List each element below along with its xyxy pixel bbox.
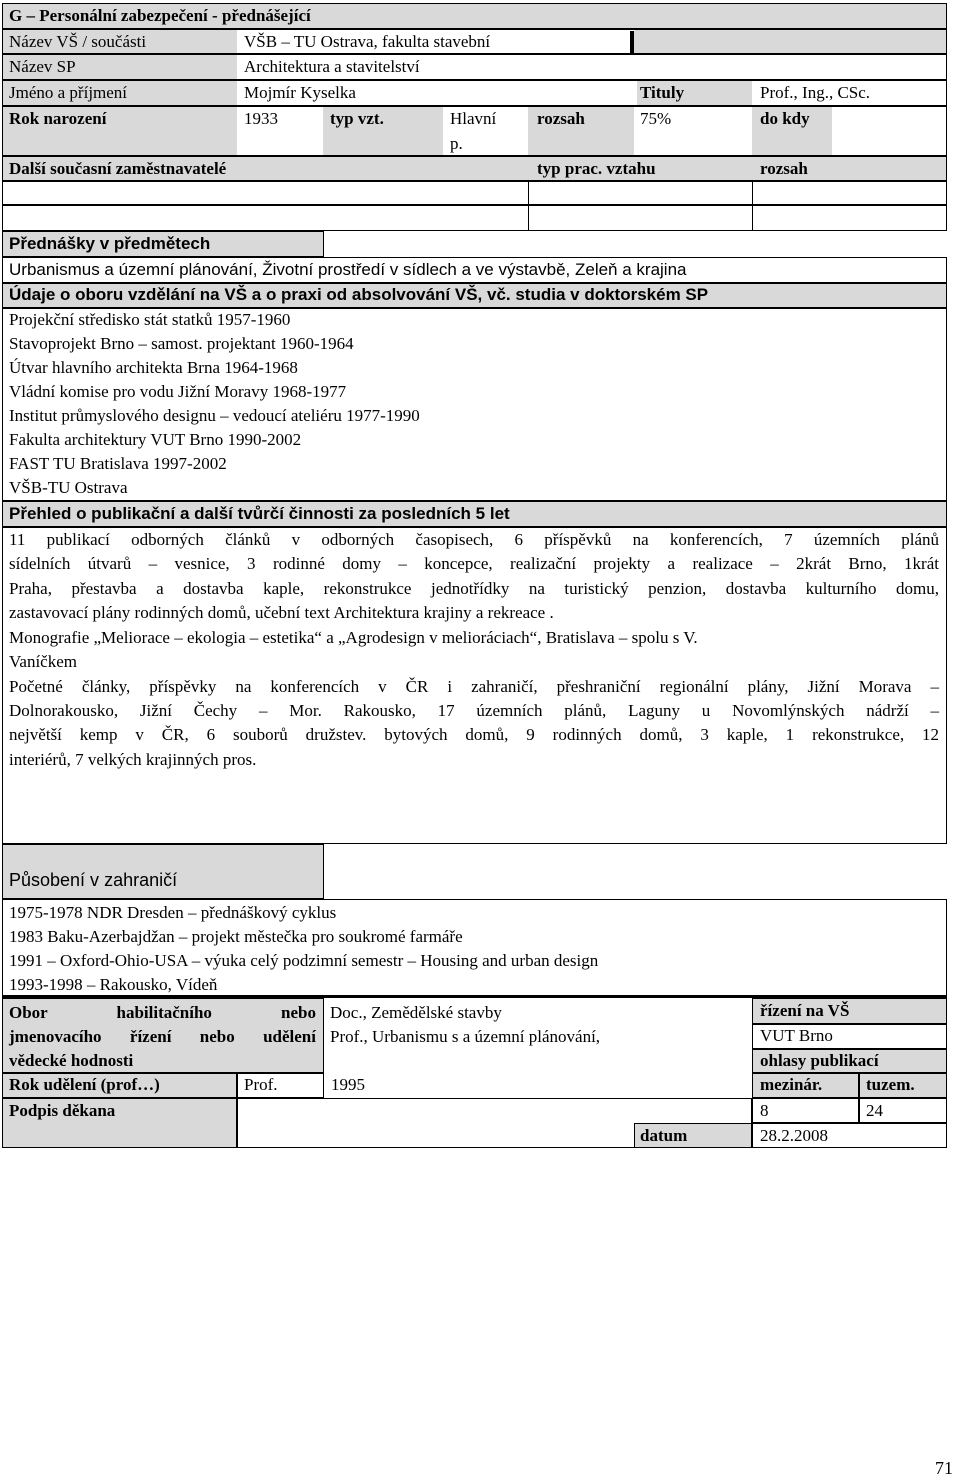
typvzt-value: Hlavní — [450, 109, 497, 128]
tituly-label: Tituly — [640, 83, 685, 102]
rok-udeleni-prof: Prof. — [244, 1075, 278, 1094]
dalsi-label: Další současní zaměstnavatelé — [9, 159, 227, 178]
publications-line: zastavovací plány rodinných domů, učební text Architektura krajiny a rekreace . — [9, 603, 554, 622]
rozsah-value: 75% — [640, 109, 672, 128]
publications-line: Dolnorakousko, Jižní Čechy – Mor. Rakousko, 17 územních plánů, Laguny u Novomlýnských nádrží – — [9, 701, 939, 720]
rozsah-label: rozsah — [537, 109, 585, 128]
tuzem-label: tuzem. — [866, 1075, 915, 1094]
publications-line: interiérů, 7 velkých krajinných pros. — [9, 750, 257, 769]
education-line: Stavoprojekt Brno – samost. projektant 1960-1964 — [9, 334, 354, 353]
rok-udeleni-year: 1995 — [331, 1075, 365, 1094]
publications-line: Monografie „Meliorace – ekologia – estetika“ a „Agrodesign v melioráciach“, Bratislava – spolu s V. — [9, 628, 698, 647]
mezinar-value: 8 — [760, 1101, 769, 1120]
typvzt-value-2: p. — [450, 134, 463, 153]
tuzem-value: 24 — [866, 1101, 883, 1120]
row-vs-mark — [630, 31, 634, 53]
publications-line: Vaníčkem — [9, 652, 77, 671]
education-label: Údaje o oboru vzdělání na VŠ a o praxi od absolvování VŠ, vč. studia v doktorském SP — [9, 285, 709, 304]
empty-1-div-b — [752, 181, 753, 205]
education-line: FAST TU Bratislava 1997-2002 — [9, 454, 227, 473]
typprac-label: typ prac. vztahu — [537, 159, 656, 178]
education-line: Fakulta architektury VUT Brno 1990-2002 — [9, 430, 302, 449]
education-line: Vládní komise pro vodu Jižní Moravy 1968-1977 — [9, 382, 347, 401]
typvzt-label: typ vzt. — [330, 109, 384, 128]
habil-doc: Doc., Zemědělské stavby — [330, 1003, 502, 1022]
datum-label: datum — [640, 1126, 688, 1145]
empty-2-div-b — [752, 205, 753, 231]
abroad-line: 1993-1998 – Rakousko, Vídeň — [9, 975, 218, 994]
rok-value: 1933 — [244, 109, 278, 128]
dokdy-label: do kdy — [760, 109, 810, 128]
name-label: Jméno a příjmení — [9, 83, 128, 102]
habil-prof: Prof., Urbanismu s a územní plánování, — [330, 1027, 601, 1046]
mezinar-label: mezinár. — [760, 1075, 823, 1094]
vs-value: VŠB – TU Ostrava, fakulta stavební — [244, 32, 491, 51]
page-title: G – Personální zabezpečení - přednášející — [9, 6, 311, 25]
ohlasy-label: ohlasy publikací — [760, 1051, 879, 1070]
publications-line: Praha, přestavba a dostavba kaple, rekonstrukce jednotřídky na turistický penzion, dostavba kulturního domu, — [9, 579, 939, 598]
lectures-label: Přednášky v předmětech — [9, 234, 211, 253]
vs-label: Název VŠ / součásti — [9, 32, 147, 51]
education-line: Útvar hlavního architekta Brna 1964-1968 — [9, 358, 298, 377]
publications-line: 11 publikací odborných článků v odborných časopisech, 6 příspěvků na konferencích, 7 územních plánů — [9, 530, 939, 549]
rok-label: Rok narození — [9, 109, 107, 128]
empty-2-div-a — [528, 205, 529, 231]
abroad-line: 1991 – Oxford-Ohio-USA – výuka celý podzimní semestr – Housing and urban design — [9, 951, 599, 970]
habil-label-line: Obor habilitačního nebo — [9, 1003, 316, 1022]
abroad-line: 1975-1978 NDR Dresden – přednáškový cyklus — [9, 903, 337, 922]
name-value: Mojmír Kyselka — [244, 83, 356, 102]
rizeni-label: řízení na VŠ — [760, 1001, 850, 1020]
podpis-label: Podpis děkana — [9, 1101, 116, 1120]
rozsah2-label: rozsah — [760, 159, 808, 178]
publications-label: Přehled o publikační a další tvůrčí činnosti za posledních 5 let — [9, 504, 510, 523]
education-line: Projekční středisko stát statků 1957-1960 — [9, 310, 291, 329]
publications-line: největší kemp v ČR, 6 souborů družstev. bytových domů, 9 rodinných domů, 3 kaple, 1 rekonstrukce, 12 — [9, 725, 939, 744]
row-empty-2 — [2, 205, 947, 231]
habil-label-line: vědecké hodnosti — [9, 1051, 134, 1070]
row-empty-1 — [2, 181, 947, 205]
rizeni-value: VUT Brno — [760, 1026, 833, 1045]
publications-line: Početné články, příspěvky na konferencích v ČR i zahraničí, přeshraniční regionální plány, Jižní Morava – — [9, 677, 939, 696]
education-line: Institut průmyslového designu – vedoucí ateliéru 1977-1990 — [9, 406, 420, 425]
datum-value: 28.2.2008 — [760, 1126, 828, 1145]
empty-1-div-a — [528, 181, 529, 205]
tituly-value: Prof., Ing., CSc. — [760, 83, 871, 102]
dokdy-white — [832, 107, 946, 155]
publications-line: sídelních útvarů – vesnice, 3 rodinné domy – koncepce, realizační projekty a realizace – 2krát Brno, 1krát — [9, 554, 939, 573]
page-number: 71 — [935, 1458, 953, 1478]
sp-label: Název SP — [9, 57, 76, 76]
habil-label-line: jmenovacího řízení nebo udělení — [9, 1027, 316, 1046]
abroad-label: Působení v zahraničí — [9, 870, 178, 890]
sp-value: Architektura a stavitelství — [244, 57, 420, 76]
abroad-line: 1983 Baku-Azerbajdžan – projekt městečka pro soukromé farmáře — [9, 927, 463, 946]
rok-udeleni-label: Rok udělení (prof…) — [9, 1075, 160, 1094]
lectures-value: Urbanismus a územní plánování, Životní prostředí v sídlech a ve výstavbě, Zeleň a krajina — [9, 260, 687, 279]
education-line: VŠB-TU Ostrava — [9, 478, 128, 497]
